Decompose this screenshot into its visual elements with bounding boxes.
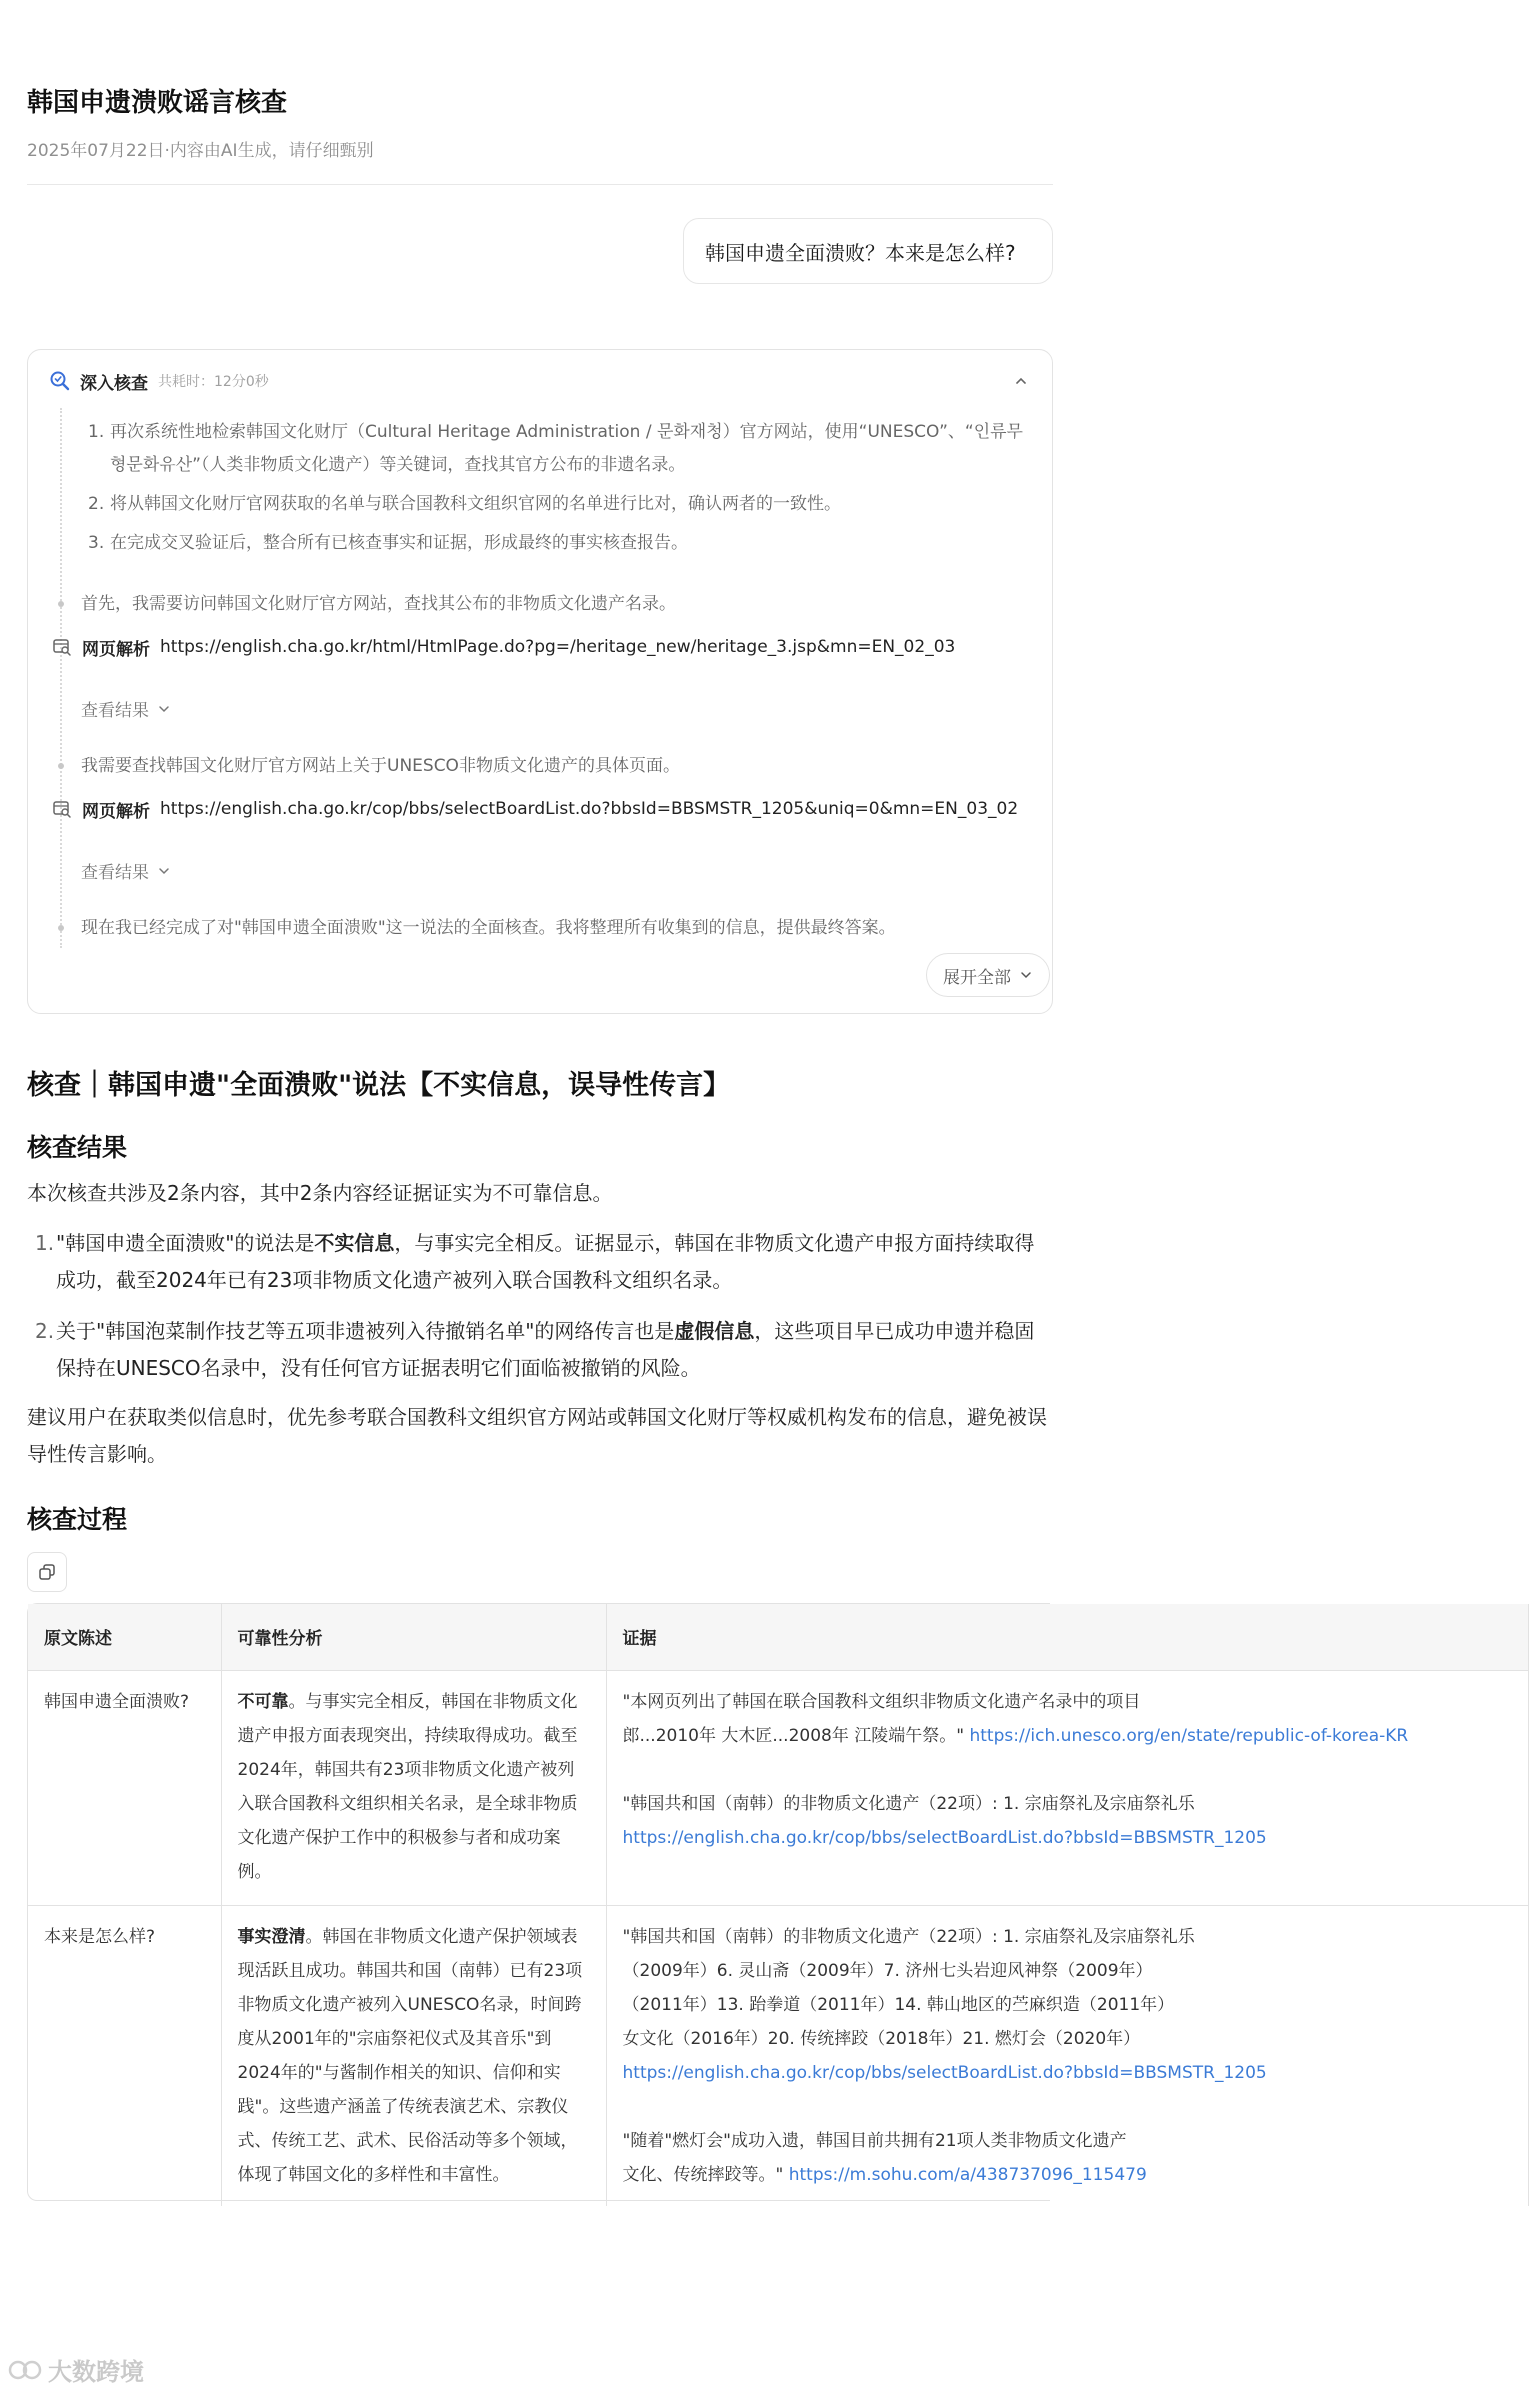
fact-check-table[interactable] (27, 1603, 1409, 2201)
timeline-line (60, 408, 62, 948)
evidence-text: （2009年）6. 灵山斋（2009年）7. 济州七头岩迎风神祭（2009年） (622, 1960, 1153, 1981)
view-result-label: 查看结果 (81, 701, 149, 721)
result-item-text: "韩国申遗全面溃败"的说法是 (56, 1231, 315, 1255)
tool-url[interactable]: https://english.cha.go.kr/html/HtmlPage.do?pg=/heritage_new/heritage_3.jsp&mn=EN_02_03 (160, 637, 956, 657)
statement-cell (28, 1905, 221, 2206)
result-item-verdict: 虚假信息 (674, 1319, 755, 1343)
table-header-row (28, 1604, 1528, 1670)
copy-icon (38, 1563, 56, 1581)
evidence-text: "随着"燃灯会"成功入遗，韩国目前共拥有21项人类非物质文化遗产 (622, 2130, 1127, 2151)
plan-item (88, 416, 1038, 482)
result-item-verdict: 不实信息 (314, 1231, 395, 1255)
header-divider (27, 184, 1053, 185)
statement-cell (28, 1670, 221, 1905)
step-text: 我需要查找韩国文化财厅官方网站上关于UNESCO非物质文化遗产的具体页面。 (81, 756, 680, 776)
evidence-line (623, 1787, 1512, 1821)
table-row (28, 1905, 1528, 2206)
analysis-cell (221, 1905, 606, 2206)
plan-item-text: 将从韩国文化财厅官网获取的名单与联合国教科文组织官网的名单进行比对，确认两者的一致性。 (110, 494, 841, 514)
view-result-button[interactable] (81, 858, 171, 883)
tool-call-row (52, 632, 1032, 662)
view-result-button[interactable] (81, 696, 171, 721)
evidence-cell (606, 1905, 1528, 2206)
plan-item-number: 2. (88, 494, 105, 514)
result-item (27, 1313, 1053, 1387)
evidence-spacer (623, 2090, 1512, 2124)
evidence-line (623, 1920, 1512, 1954)
evidence-cell (606, 1670, 1528, 1905)
evidence-line (623, 1954, 1512, 1988)
evidence-text: （2011年）13. 跆拳道（2011年）14. 韩山地区的苎麻织造（2011年） (622, 1994, 1175, 2015)
evidence-text: "韩国共和国（南韩）的非物质文化遗产（22项）: 1. 宗庙祭礼及宗庙祭礼乐 (622, 1926, 1195, 1947)
advice-text: 建议用户在获取类似信息时，优先参考联合国教科文组织官方网站或韩国文化财厅等权威机构发布的信息，避免被误导性传言影响。 (27, 1405, 1047, 1466)
page-subtitle: 2025年07月22日·内容由AI生成，请仔细甄别 (27, 141, 374, 161)
plan-item-number: 1. (88, 422, 105, 442)
evidence-spacer (623, 1753, 1512, 1787)
web-parse-icon (52, 799, 72, 819)
watermark (8, 2352, 144, 2387)
result-item-number: 1. (35, 1231, 55, 1255)
analysis-verdict: 不可靠 (237, 1691, 289, 1712)
tool-call-row (52, 794, 1032, 824)
plan-item-text: 在完成交叉验证后，整合所有已核查事实和证据，形成最终的事实核查报告。 (110, 533, 688, 553)
page-title: 韩国申遗溃败谣言核查 (27, 88, 288, 118)
step-text: 现在我已经完成了对"韩国申遗全面溃败"这一说法的全面核查。我将整理所有收集到的信息，提供最终答案。 (81, 918, 896, 938)
section-title-process: 核查过程 (27, 1505, 128, 1534)
evidence-line (623, 1685, 1512, 1719)
result-item (27, 1225, 1053, 1299)
evidence-link[interactable]: https://ich.unesco.org/en/state/republic-of-korea-KR (969, 1725, 1409, 1746)
table-header-statement: 原文陈述 (28, 1604, 221, 1670)
plan-list (88, 416, 1038, 560)
view-result-label: 查看结果 (81, 863, 149, 883)
analysis-text: 。韩国在非物质文化遗产保护领域表现活跃且成功。韩国共和国（南韩）已有23项非物质文化遗产被列入UNESCO名录，时间跨度从2001年的"宗庙祭祀仪式及其音乐"到2024年的"与酱制作相关的知识、信仰和实践"。这些遗产涵盖了传统表演艺术、宗教仪式、传统工艺、武术、民俗活动等多个领域，体现了韩国文化的多样性和丰富性。 (237, 1926, 583, 2185)
chevron-down-icon (1019, 968, 1033, 982)
chevron-down-icon (157, 702, 171, 716)
expand-all-button[interactable] (926, 953, 1050, 997)
evidence-line (623, 2158, 1512, 2192)
evidence-link[interactable]: https://english.cha.go.kr/cop/bbs/selectBoardList.do?bbsId=BBSMSTR_1205 (622, 1827, 1267, 1848)
evidence-line (623, 2124, 1512, 2158)
copy-button[interactable] (27, 1552, 67, 1592)
step-text: 首先，我需要访问韩国文化财厅官方网站，查找其公布的非物质文化遗产名录。 (81, 594, 676, 614)
analysis-cell (221, 1670, 606, 1905)
deep-check-title: 深入核查 (80, 373, 148, 394)
result-item-text: ，这些项目早已成功申遗并稳固保持在UNESCO名录中，没有任何官方证据表明它们面临被撤销的风险。 (56, 1319, 1035, 1380)
evidence-line (623, 1821, 1512, 1855)
timeline-dot (58, 925, 64, 931)
statement-text: 韩国申遗全面溃败? (44, 1691, 190, 1712)
tool-label: 网页解析 (82, 801, 150, 822)
result-item-text: ，与事实完全相反。证据显示，韩国在非物质文化遗产申报方面持续取得成功，截至2024年已有23项非物质文化遗产被列入联合国教科文组织名录。 (56, 1231, 1035, 1292)
section-title-result: 核查结果 (27, 1133, 128, 1162)
evidence-line (623, 2056, 1512, 2090)
timeline-dot (58, 601, 64, 607)
evidence-text: 文化、传统摔跤等。" (622, 2164, 789, 2185)
tool-url[interactable]: https://english.cha.go.kr/cop/bbs/selectBoardList.do?bbsId=BBSMSTR_1205&uniq=0&mn=EN_03_02 (160, 799, 1019, 819)
evidence-text: 女文化（2016年）20. 传统摔跤（2018年）21. 燃灯会（2020年） (622, 2028, 1141, 2049)
plan-item (88, 527, 1038, 560)
evidence-text: 郎...2010年 大木匠...2008年 江陵端午祭。" (622, 1725, 970, 1746)
result-item-number: 2. (35, 1319, 55, 1343)
result-heading: 核查｜韩国申遗"全面溃败"说法【不实信息，误导性传言】 (27, 1070, 731, 1101)
user-message-bubble (683, 218, 1053, 284)
evidence-link[interactable]: https://m.sohu.com/a/438737096_115479 (788, 2164, 1147, 2185)
tool-label: 网页解析 (82, 639, 150, 660)
result-item-text: 关于"韩国泡菜制作技艺等五项非遗被列入待撤销名单"的网络传言也是 (56, 1319, 675, 1343)
evidence-line (623, 1988, 1512, 2022)
plan-item-text: 再次系统性地检索韩国文化财厅（Cultural Heritage Administration / 문화재청）官方网站，使用“UNESCO”、“인류무형문화유산”（人类非物质文化遗产）等关键词，查找其官方公布的非遗名录。 (110, 422, 1023, 475)
plan-item-number: 3. (88, 533, 105, 553)
evidence-line (623, 2022, 1512, 2056)
deep-check-header[interactable] (48, 364, 269, 398)
web-parse-icon (52, 637, 72, 657)
watermark-logo-icon (8, 2358, 42, 2382)
deep-search-icon (48, 369, 72, 393)
table-header-analysis: 可靠性分析 (221, 1604, 606, 1670)
evidence-text: "韩国共和国（南韩）的非物质文化遗产（22项）: 1. 宗庙祭礼及宗庙祭礼乐 (622, 1793, 1195, 1814)
table-row (28, 1670, 1528, 1905)
chevron-up-icon[interactable] (1014, 374, 1028, 388)
analysis-text: 。与事实完全相反，韩国在非物质文化遗产申报方面表现突出，持续取得成功。截至2024年，韩国共有23项非物质文化遗产被列入联合国教科文组织相关名录，是全球非物质文化遗产保护工作中的积极参与者和成功案例。 (237, 1691, 578, 1882)
user-message-text: 韩国申遗全面溃败？本来是怎么样? (705, 240, 1016, 265)
watermark-text: 大数跨境 (48, 2358, 144, 2386)
evidence-text: "本网页列出了韩国在联合国教科文组织非物质文化遗产名录中的项目 (622, 1691, 1141, 1712)
result-summary: 本次核查共涉及2条内容，其中2条内容经证据证实为不可靠信息。 (27, 1181, 613, 1205)
deep-check-time: 共耗时：12分0秒 (158, 374, 269, 390)
table-header-evidence: 证据 (606, 1604, 1528, 1670)
evidence-line (623, 1719, 1512, 1753)
plan-item (88, 488, 1038, 521)
deep-check-card (27, 349, 1053, 1014)
evidence-link[interactable]: https://english.cha.go.kr/cop/bbs/selectBoardList.do?bbsId=BBSMSTR_1205 (622, 2062, 1267, 2083)
expand-all-label: 展开全部 (943, 967, 1011, 988)
analysis-verdict: 事实澄清 (237, 1926, 306, 1947)
statement-text: 本来是怎么样? (44, 1926, 156, 1947)
timeline-dot (58, 763, 64, 769)
chevron-down-icon (157, 864, 171, 878)
